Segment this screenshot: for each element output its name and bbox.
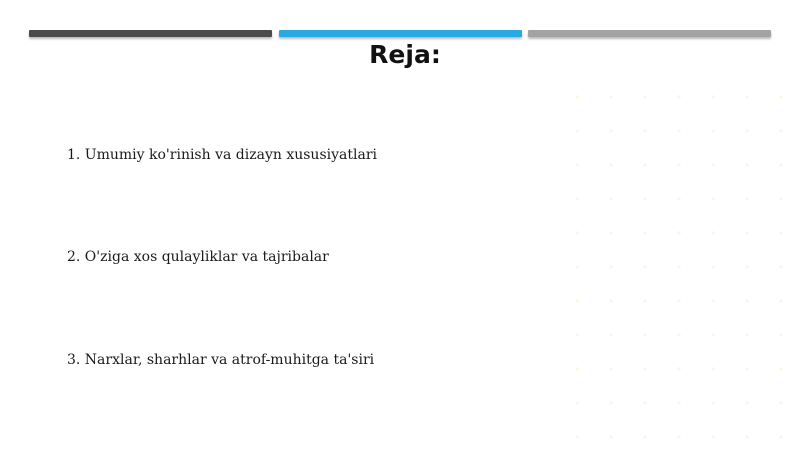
background-dot-pattern <box>560 80 800 449</box>
slide-title: Reja: <box>369 40 441 69</box>
plan-item: 2. O'ziga xos qulayliklar va tajribalar <box>67 249 329 265</box>
header-bar-left <box>29 30 272 37</box>
header-bar-middle <box>279 30 522 37</box>
plan-item: 1. Umumiy ko'rinish va dizayn xususiyatlari <box>67 147 377 163</box>
plan-item: 3. Narxlar, sharhlar va atrof-muhitga ta'siri <box>67 352 375 368</box>
header-bar-right <box>528 30 771 37</box>
